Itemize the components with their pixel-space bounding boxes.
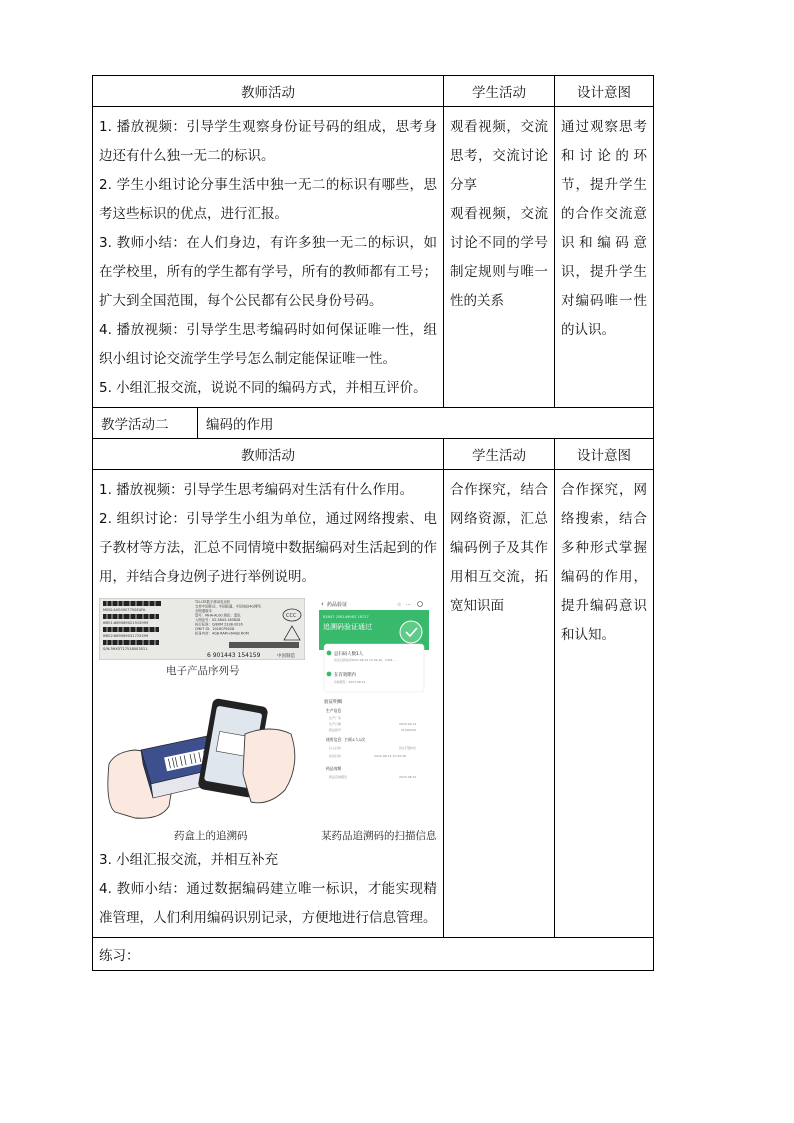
header-student: 学生活动	[444, 76, 555, 107]
label-code: IMEI2:869569031725399	[103, 634, 149, 638]
check-icon	[327, 672, 332, 677]
svg-text:药品有效期至: 药品有效期至	[329, 775, 348, 779]
svg-text:生产日期: 生产日期	[329, 722, 342, 726]
header-design-2: 设计意图	[555, 439, 654, 470]
svg-text:初次扫码: 初次扫码	[329, 754, 342, 758]
svg-text:2023-08-31: 2023-08-31	[399, 775, 417, 779]
student-activity-2: 合作探究，结合网络资源，汇总编码例子及其作用相互交流，拓宽知识面	[450, 482, 548, 614]
teacher-activity-1	[93, 107, 443, 407]
svg-text:首次扫码时间2022-08-14 12:49:46，2308: 首次扫码时间2022-08-14 12:49:46，2308 …	[334, 658, 397, 662]
header-student-2: 学生活动	[444, 439, 555, 470]
label-ean: 6 901443 154159	[207, 652, 261, 659]
activity2-label: 教学活动二	[93, 408, 198, 439]
label-line: 入网证号：02-5843-163828	[195, 618, 241, 622]
caption-app: 某药品追溯码的扫描信息	[321, 830, 437, 842]
label-line: 支持中国移动、中国联通、中国电信4G网络	[195, 604, 261, 609]
svg-text:生产信息: 生产信息	[326, 708, 342, 713]
label-line: 型号：MHA-AL00 颜色：黑色	[195, 613, 241, 618]
app-more-icon: ···	[406, 602, 411, 608]
svg-text:有效期至：2023-08-31: 有效期至：2023-08-31	[334, 680, 366, 684]
teacher-item: 4. 教师小结：通过数据编码建立唯一标识，才能实现精准管理，人们利用编码识别记录，方便地进行信息管理。	[99, 881, 437, 926]
svg-text:83647 256146983 18727: 83647 256146983 18727	[323, 615, 369, 619]
svg-text:21000100: 21000100	[401, 728, 417, 732]
svg-text:药品验证: 药品验证	[327, 602, 348, 608]
teacher-item: 3. 教师小结：在人们身边，有许多独一无二的标识，如在学校里，所有的学生都有学号，所有的教师都有工号；扩大到全国范围，每个公民都有公民身份号码。	[99, 235, 437, 309]
label-line: CMIIT ID：2016CP5028	[195, 627, 235, 631]
example-figures	[99, 598, 437, 844]
app-back-icon: ‹	[321, 600, 324, 608]
student-item: 观看视频，交流思考，交流讨论分享	[450, 119, 548, 193]
trace-app-screenshot	[319, 598, 429, 820]
svg-text:生产厂家: 生产厂家	[329, 716, 342, 720]
label-code: MEID:A000007750EAFA	[103, 608, 146, 612]
label-line: 执行标准：Q/EKM 2338-2016	[195, 622, 243, 627]
design-intent-2: 合作探究，网络搜索，结合多种形式掌握编码的作用，提升编码意识和认知。	[561, 482, 647, 643]
label-line: 机身内存：4GB RAM+64GB ROM	[195, 631, 249, 636]
header-design: 设计意图	[555, 76, 654, 107]
svg-text:追溯码验证通过: 追溯码验证通过	[323, 623, 372, 631]
teacher-item: 1. 播放视频：引导学生观察身份证号码的组成，思考身边还有什么独一无二的标识。	[99, 119, 437, 164]
svg-text:扫入扫码: 扫入扫码	[329, 746, 342, 750]
serial-label-image	[99, 598, 305, 660]
teacher-item: 1. 播放视频：引导学生思考编码对生活有什么作用。	[99, 482, 414, 498]
teacher-item: 2. 学生小组讨论分事生活中独一无二的标识有哪些，思考这些标识的优点，进行汇报。	[99, 177, 437, 222]
teacher-item: 5. 小组汇报交流，说说不同的编码方式，并相互评价。	[99, 380, 427, 396]
caption-serial: 电子产品序列号	[166, 665, 240, 677]
teacher-item: 4. 播放视频：引导学生思考编码时如何保证唯一性，组织小组讨论交流学生学号怎么制定能保证唯一性。	[99, 322, 437, 367]
student-item: 观看视频，交流讨论不同的学号制定规则与唯一性的关系	[450, 206, 548, 309]
practice-label: 练习：	[93, 938, 654, 971]
check-icon	[327, 651, 332, 656]
svg-text:药品批号: 药品批号	[329, 728, 342, 732]
svg-text:县计打数5次: 县计打数5次	[399, 746, 416, 750]
svg-text:2020-09-14: 2020-09-14	[399, 722, 417, 726]
label-line: TD-LTE数字移动电话机	[195, 600, 231, 604]
teacher-activity-2	[93, 470, 443, 937]
label-maker: 中国制造	[277, 654, 295, 659]
header-teacher: 教师活动	[93, 76, 444, 107]
lesson-plan-table	[92, 75, 653, 971]
label-code: IMEI1:869569021915999	[103, 621, 149, 625]
svg-text:药品效期: 药品效期	[326, 766, 342, 771]
svg-text:验证明细: 验证明细	[324, 700, 343, 705]
teacher-item: 3. 小组汇报交流，并相互补充	[99, 852, 279, 868]
svg-text:使用信息：扫码1人1次: 使用信息：扫码1人1次	[326, 737, 366, 742]
student-activity-1	[444, 107, 554, 320]
activity2-title: 编码的作用	[198, 408, 654, 439]
svg-text:2022-08-14 12:49:46: 2022-08-14 12:49:46	[374, 754, 406, 758]
medicine-box-scan-image	[105, 694, 301, 822]
svg-text:总扫码人数1人: 总扫码人数1人	[334, 652, 364, 657]
design-intent-1: 通过观察思考和讨论的环节，提升学生的合作交流意识和编码意识，提升学生对编码唯一性的认识。	[561, 119, 647, 338]
app-star-icon: ☆	[397, 602, 402, 608]
svg-text:CCC: CCC	[286, 613, 297, 619]
header-teacher-2: 教师活动	[93, 439, 444, 470]
verified-check-icon	[400, 621, 422, 643]
label-code: S/N:3HX5T17518003511	[103, 647, 148, 651]
teacher-item: 2. 组织讨论：引导学生小组为单位，通过网络搜索、电子教材等方法，汇总不同情境中数据编码对生活起到的作用，并结合身边例子进行举例说明。	[99, 511, 437, 585]
svg-text:在有效期内: 在有效期内	[334, 673, 356, 678]
caption-box: 药盒上的追溯码	[174, 830, 248, 842]
label-line: 全网通版本	[195, 609, 212, 613]
